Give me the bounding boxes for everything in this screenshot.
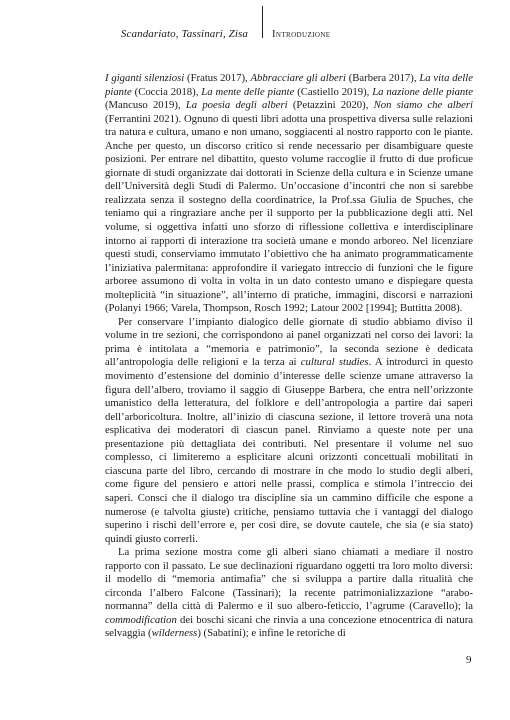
text-run: (Coccia 2018), <box>131 85 202 98</box>
italic-text: commodification <box>105 613 177 626</box>
italic-text: cultural studies <box>300 356 369 369</box>
running-head-divider <box>262 6 263 38</box>
italic-text: La mente delle piante <box>201 85 295 98</box>
italic-text: La vita delle piante <box>105 72 473 98</box>
italic-text: Non siamo che alberi <box>373 99 473 112</box>
text-run: dei boschi sicani che rinvia a una concezione etnocentrica di natura selvaggia ( <box>105 613 473 640</box>
text-run: (Petazzini 2020), <box>287 99 374 112</box>
italic-text: wilderness <box>151 627 198 640</box>
text-run: (Mancuso 2019), <box>105 99 186 112</box>
italic-text: I giganti silenziosi <box>105 72 185 84</box>
running-head-section: Introduzione <box>272 29 331 40</box>
italic-text: La nazione delle piante <box>372 85 473 98</box>
text-run: La prima sezione mostra come gli alberi siano chiamati a mediare il nostro rapporto con il passato. Le sue declinazioni riguardano oggetti tra loro molto diversi: il modello di “memoria antimafia” che si sviluppa a partire dalla ritualità che circonda l’albero Falcone (Tassinari); la recente patrimonializzazione “arabo-normanna” della città di Palermo e il suo albero-feticcio, l’agrume (Caravello); la <box>105 546 473 613</box>
text-run: . A introdurci in questo movimento d’estensione del dominio d’interesse delle scienze umane attraverso la figura dell’albero, troviamo il saggio di Giuseppe Barbera, che entra nell’orizzonte umanistico della letteratura, del folklore e dell’antropologia a partire dai saperi dell’arboricoltura. Inoltre, all’inizio di ciascuna sezione, il lettore troverà una nota esplicativa dei moderatori di ciascun panel. Rinviamo a queste note per una presentazione più dettagliata dei contributi. Nel presentare il volume nel suo complesso, ci limiteremo a esplicitare alcuni orizzonti concettuali mobilitati in ciascuna parte del libro, cercando di mostrare in che modo lo studio degli alberi, come figure del pensiero e attori nelle prassi, complica e stimola l’intreccio dei saperi. Consci che il dialogo tra discipline sia un cammino difficile che espone a numerose (e talvolta giuste) critiche, pensiamo tuttavia che i vantaggi del dialogo superino i rischi dell’errore e, per così dire, se dovute cautele, che sia (e sia stato) quindi giusto correrli. <box>105 356 474 545</box>
paragraph-2 <box>105 316 473 546</box>
running-head <box>0 0 510 60</box>
body-text <box>105 72 473 641</box>
text-run: (Castiello 2019), <box>294 85 373 98</box>
running-head-authors: Scandariato, Tassinari, Zisa <box>120 28 248 40</box>
text-run: Per conservare l’impianto dialogico delle giornate di studio abbiamo diviso il volume in tre sezioni, che corrispondono ai panel organizzati nel corso dei lavori: la prima è intitolata a “memoria e patrimonio”, la seconda sezione è dedicata all’antropologia delle religioni e la terza ai <box>105 315 473 369</box>
text-run: ) (Sabatini); e infine le retoriche di <box>197 627 346 640</box>
paragraph-3 <box>105 546 473 641</box>
page-number: 9 <box>466 654 472 666</box>
italic-text: Abbracciare gli alberi <box>250 72 346 84</box>
text-run: (Barbera 2017), <box>345 72 420 84</box>
text-run: (Fratus 2017), <box>184 72 251 84</box>
italic-text: La poesia degli alberi <box>185 99 288 112</box>
paragraph-1 <box>105 72 473 316</box>
text-run: (Ferrantini 2021). Ognuno di questi libri adotta una prospettiva diversa sulle relazioni tra natura e cultura, umano e non umano, soggiacenti al nostro rapporto con le piante. Anche per questo, un discorso critico si rende necessario per disambiguare queste posizioni. Per entrare nel dibattito, questo volume raccoglie il frutto di due proficue giornate di studi organizzate dai dottorati in Scienze della cultura e in Scienze umane dell’Università degli Studi di Palermo. Un’occasione d’incontri che non si sarebbe realizzata senza il sostegno della coordinatrice, la Prof.ssa Giulia de Spuches, che teniamo qui a ringraziare anche per il supporto per la pubblicazione degli atti. Nel volume, si oggettiva infatti uno sforzo di riflessione collettiva e interdisciplinare intorno ai rapporti di interazione tra società umane e mondo arboreo. Nel licenziare questi studi, conserviamo immutato l’obiettivo che ha animato programmaticamente l’iniziativa palermitana: approfondire il variegato intreccio di funzioni che le figure arboree assumono di volta in volta in un dato contesto umano e dispiegare questa molteplicità “in situazione”, all’interno di pratiche, immagini, discorsi e narrazioni (Polanyi 1966; Varela, Thompson, Rosch 1992; Latour 2002 [1994]; Buttitta 2008). <box>105 112 473 315</box>
